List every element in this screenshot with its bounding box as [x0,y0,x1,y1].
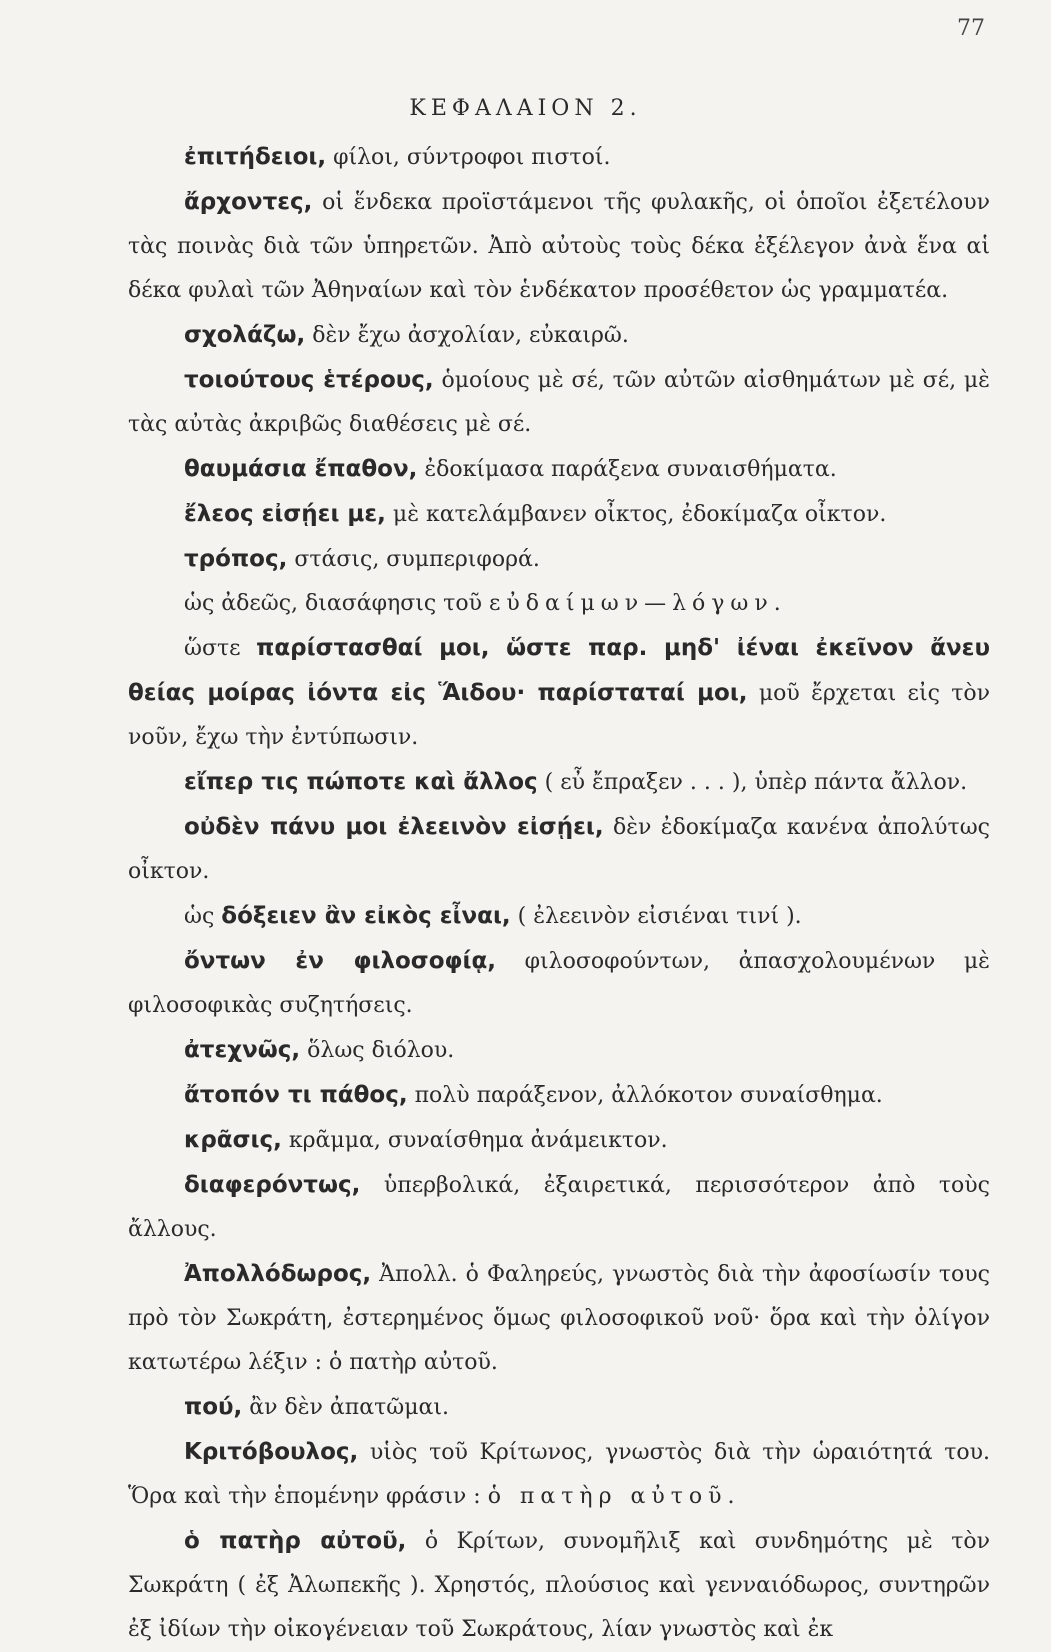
entry-spaced-word: ὁ πατὴρ αὐτοῦ. [487,1484,741,1509]
glossary-entry [128,180,990,313]
entry-term: ὁ πατὴρ αὐτοῦ, [184,1528,407,1554]
entry-definition: ἐδοκίμασα παράξενα συναισθήματα. [424,457,837,482]
entry-definition: δὲν ἐδοκίμαζα κανένα ἀπολύτως οἶκτον. [128,815,990,884]
entry-term: τοιούτους ἑτέρους, [184,367,434,393]
entry-term: ἐπιτήδειοι, [184,144,327,170]
entry-term: εἴπερ τις πώποτε καὶ ἄλλος [184,769,538,795]
entry-definition: διασάφησις τοῦ [305,591,482,616]
entry-definition: ( εὖ ἔπραξεν . . . ), ὑπὲρ πάντα ἄλλον. [544,770,968,795]
entry-term: ἔλεος εἰσῄει με, [184,501,386,527]
entry-definition: πολὺ παράξενον, ἀλλόκοτον συναίσθημα. [414,1083,883,1108]
glossary-entry [128,939,990,1028]
entry-term-plain: ὥστε [184,636,241,661]
glossary-entry [128,760,990,805]
entry-definition: ὁμοίους μὲ σέ, τῶν αὐτῶν αἰσθημάτων μὲ σέ, μὲ τὰς αὐτὰς ἀκριβῶς διαθέσεις μὲ σέ. [128,368,990,437]
glossary-entry [128,537,990,582]
entry-term: ὄντων ἐν φιλοσοφίᾳ, [184,948,497,974]
entry-term: σχολάζω, [184,322,306,348]
glossary-entry [128,805,990,894]
entry-definition: ( ἐλεεινὸν εἰσιέναι τινί ). [517,904,802,929]
glossary-entry [128,894,990,939]
glossary-entry [128,135,990,180]
entry-term-plain: ὡς [184,904,215,929]
glossary-entry [128,1519,990,1652]
glossary-entry [128,1073,990,1118]
glossary-entry [128,582,990,626]
glossary-entry [128,1252,990,1385]
entry-term: Ἀπολλόδωρος, [184,1261,372,1287]
glossary-entry [128,1028,990,1073]
entry-definition: Ἀπολλ. ὁ Φαληρεύς, γνωστὸς διὰ τὴν ἀφοσίωσίν τους πρὸ τὸν Σωκράτη, ἐστερημένος ὅμως φιλοσοφικοῦ νοῦ· ὅρα καὶ τὴν ὀλίγον κατωτέρω λέξιν : ὁ πατὴρ αὐτοῦ. [128,1262,990,1375]
entry-definition: ὅλως διόλου. [307,1038,455,1063]
entry-definition: ὑπερβολικά, ἐξαιρετικά, περισσότερον ἀπὸ τοὺς ἄλλους. [128,1173,990,1242]
entry-term: διαφερόντως, [184,1172,361,1198]
entry-term: Κριτόβουλος, [184,1439,359,1465]
glossary-body [128,135,990,1652]
entry-term: πού, [184,1394,243,1420]
entry-definition: ὁ Κρίτων, συνομῆλιξ καὶ συνδημότης μὲ τὸν Σωκράτη ( ἐξ Ἀλωπεκῆς ). Χρηστός, πλούσιος καὶ γενναιόδωρος, συντηρῶν ἐξ ἰδίων τὴν οἰκογένειαν τοῦ Σωκράτους, λίαν γνωστὸς καὶ ἐκ [128,1529,990,1642]
entry-definition: κρᾶμμα, συναίσθημα ἀνάμεικτον. [288,1128,668,1153]
glossary-entry [128,1430,990,1519]
entry-definition: μὲ κατελάμβανεν οἶκτος, ἐδοκίμαζα οἶκτον. [392,502,887,527]
glossary-entry [128,1163,990,1252]
entry-term: ἀτεχνῶς, [184,1037,301,1063]
entry-term: κρᾶσις, [184,1127,282,1153]
page-number: 77 [957,16,985,41]
glossary-entry [128,1385,990,1430]
entry-definition: ἂν δὲν ἀπατῶμαι. [249,1395,449,1420]
glossary-entry [128,492,990,537]
glossary-entry [128,358,990,447]
entry-term: θαυμάσια ἔπαθον, [184,456,418,482]
entry-spaced-word: εὐδαίμων—λόγων. [488,591,787,616]
glossary-entry [128,447,990,492]
entry-term: ἄρχοντες, [184,189,313,215]
entry-term-plain: ὡς ἀδεῶς, [184,591,299,616]
glossary-entry [128,626,990,760]
entry-term: δόξειεν ἂν εἰκὸς εἶναι, [221,903,511,929]
entry-definition: φιλοσοφούντων, ἀπασχολουμένων μὲ φιλοσοφικὰς συζητήσεις. [128,949,990,1018]
entry-term: τρόπος, [184,546,288,572]
entry-term: ἄτοπόν τι πάθος, [184,1082,408,1108]
entry-definition: δὲν ἔχω ἀσχολίαν, εὐκαιρῶ. [312,323,629,348]
chapter-heading: ΚΕΦΑΛΑΙΟΝ 2. [409,96,642,121]
entry-definition: στάσις, συμπεριφορά. [294,547,540,572]
entry-definition: οἱ ἕνδεκα προϊστάμενοι τῆς φυλακῆς, οἱ ὁποῖοι ἐξετέλουν τὰς ποινὰς διὰ τῶν ὑπηρετῶν. Ἀπὸ αὐτοὺς τοὺς δέκα ἐξέλεγον ἀνὰ ἕνα αἱ δέκα φυλαὶ τῶν Ἀθηναίων καὶ τὸν ἑνδέκατον προσέθετον ὡς γραμματέα. [128,190,991,303]
entry-definition: φίλοι, σύντροφοι πιστοί. [333,145,611,170]
entry-definition: μοῦ ἔρχεται εἰς τὸν νοῦν, ἔχω τὴν ἐντύπωσιν. [128,681,990,750]
entry-term: οὐδὲν πάνυ μοι ἐλεεινὸν εἰσῄει, [184,814,604,840]
entry-term: παρίστασθαί μοι, ὥστε παρ. μηδ' ἰέναι ἐκεῖνον ἄνευ θείας μοίρας ἰόντα εἰς Ἅιδου· παρίσταταί μοι, [128,635,991,706]
glossary-entry [128,1118,990,1163]
entry-definition: υἱὸς τοῦ Κρίτωνος, γνωστὸς διὰ τὴν ὡραιότητά του. Ὅρα καὶ τὴν ἑπομένην φράσιν : [128,1440,991,1509]
glossary-entry [128,313,990,358]
